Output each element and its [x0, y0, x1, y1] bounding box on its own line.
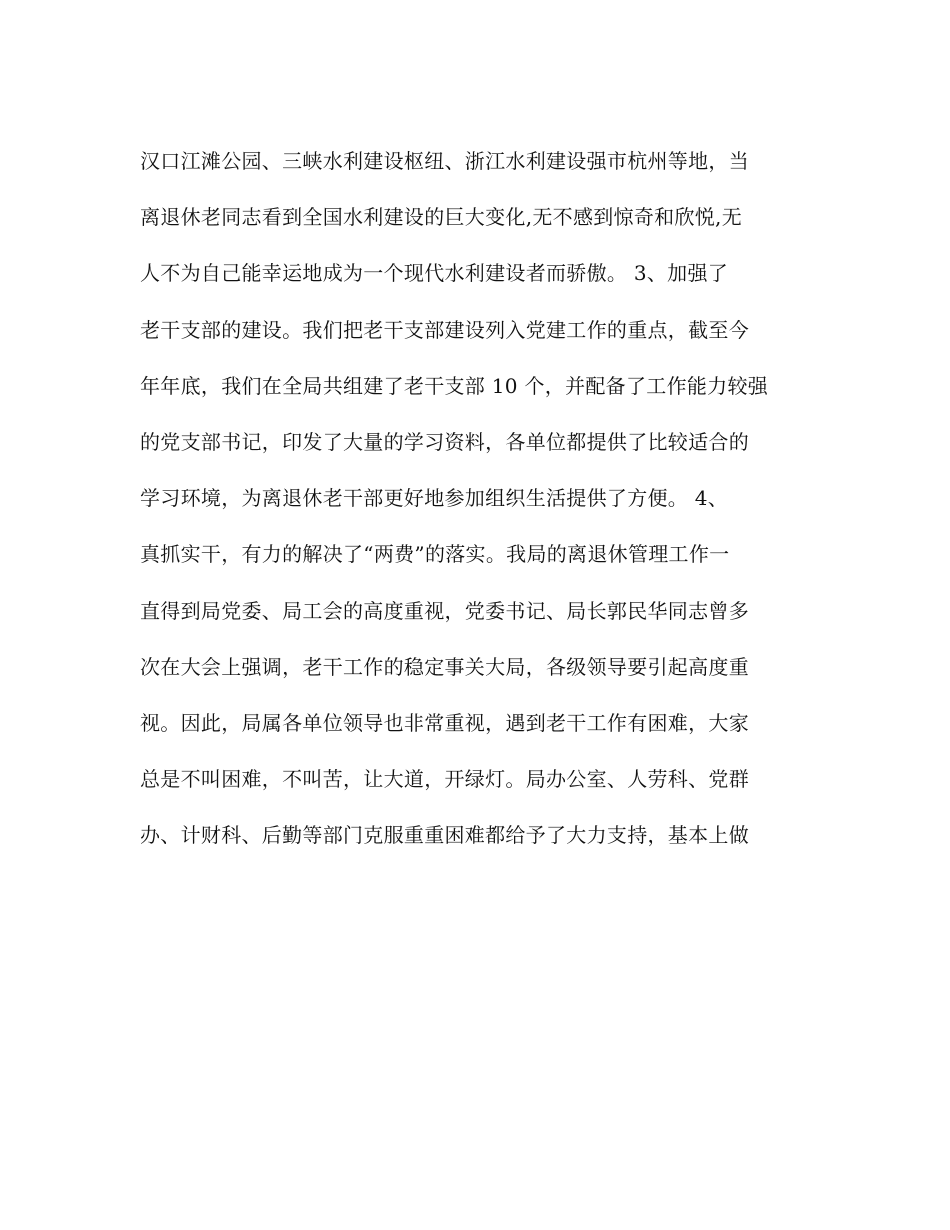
- text-line: 的党支部书记，印发了大量的学习资料，各单位都提供了比较适合的: [140, 429, 749, 454]
- text-line: 老干支部的建设。我们把老干支部建设列入党建工作的重点，截至今: [140, 317, 749, 342]
- text-line: 视。因此，局属各单位领导也非常重视，遇到老干工作有困难，大家: [140, 710, 749, 735]
- text-line: 真抓实干，有力的解决了“两费”的落实。我局的离退休管理工作一: [140, 542, 730, 567]
- text-line: 离退休老同志看到全国水利建设的巨大变化,无不感到惊奇和欣悦,无: [140, 205, 743, 230]
- text-line: 年年底，我们在全局共组建了老干支部 10 个，并配备了工作能力较强: [140, 373, 769, 398]
- text-line: 次在大会上强调，老干工作的稳定事关大局，各级领导要引起高度重: [140, 654, 749, 679]
- text-line: 汉口江滩公园、三峡水利建设枢纽、浙江水利建设强市杭州等地，当: [140, 149, 749, 173]
- text-line: 直得到局党委、局工会的高度重视，党委书记、局长郭民华同志曾多: [140, 598, 749, 623]
- text-line: 办、计财科、后勤等部门克服重重困难都给予了大力支持，基本上做: [140, 823, 749, 848]
- text-line: 学习环境，为离退休老干部更好地参加组织生活提供了方便。 4、: [140, 486, 729, 511]
- text-line: 总是不叫困难，不叫苦，让大道，开绿灯。局办公室、人劳科、党群: [140, 767, 749, 792]
- body-text: [140, 133, 820, 863]
- text-line: 人不为自己能幸运地成为一个现代水利建设者而骄傲。 3、加强了: [140, 261, 729, 286]
